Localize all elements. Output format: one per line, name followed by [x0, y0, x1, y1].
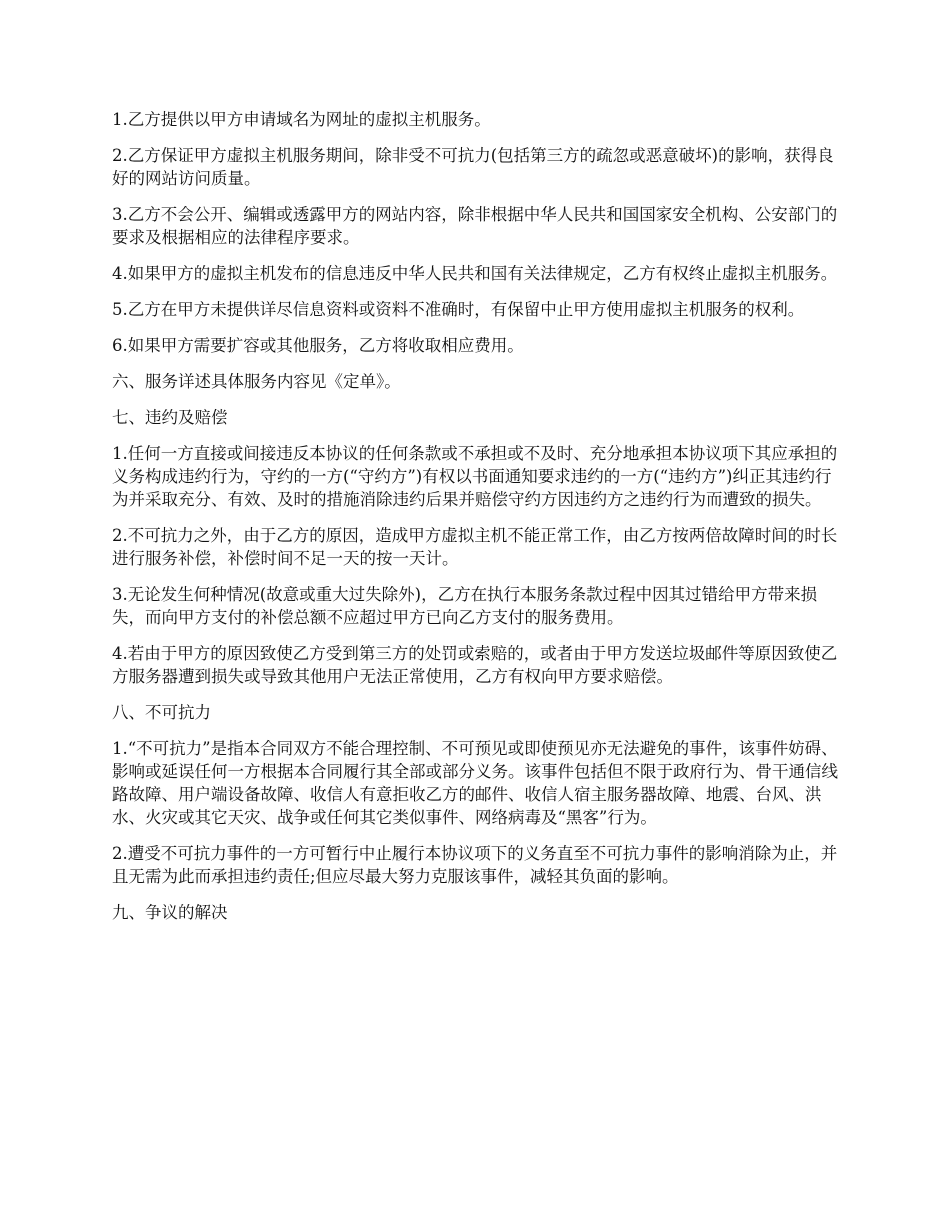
clause-paragraph: 1.乙方提供以甲方申请域名为网址的虚拟主机服务。: [112, 110, 491, 129]
clause-paragraph: 5.乙方在甲方未提供详尽信息资料或资料不准确时，有保留中止甲方使用虚拟主机服务的权利。: [112, 300, 805, 319]
clause-paragraph: 2.遭受不可抗力事件的一方可暂行中止履行本协议项下的义务直至不可抗力事件的影响消除为止，并且无需为此而承担违约责任;但应尽最大努力克服该事件，减轻其负面的影响。: [112, 844, 838, 886]
clause-paragraph: 1.任何一方直接或间接违反本协议的任何条款或不承担或不及时、充分地承担本协议项下其应承担的义务构成违约行为，守约的一方(“守约方”)有权以书面通知要求违约的一方(“违约方”)纠正其违约行为并采取充分、有效、及时的措施消除违约后果并赔偿守约方因违约方之违约行为而遭致的损失。: [112, 444, 838, 509]
clause-paragraph: 3.乙方不会公开、编辑或透露甲方的网站内容，除非根据中华人民共和国国家安全机构、公安部门的要求及根据相应的法律程序要求。: [112, 205, 838, 247]
clause-paragraph: 6.如果甲方需要扩容或其他服务，乙方将收取相应费用。: [112, 336, 524, 355]
clause-paragraph: 2.不可抗力之外，由于乙方的原因，造成甲方虚拟主机不能正常工作，由乙方按两倍故障时间的时长进行服务补偿，补偿时间不足一天的按一天计。: [112, 526, 838, 568]
section-heading: 八、不可抗力: [112, 703, 211, 722]
section-heading: 九、争议的解决: [112, 903, 228, 922]
document-body: [112, 108, 840, 937]
clause-paragraph: 2.乙方保证甲方虚拟主机服务期间，除非受不可抗力(包括第三方的疏忽或恶意破坏)的影响，获得良好的网站访问质量。: [112, 146, 834, 188]
clause-paragraph: 4.若由于甲方的原因致使乙方受到第三方的处罚或索赔的，或者由于甲方发送垃圾邮件等原因致使乙方服务器遭到损失或导致其他用户无法正常使用，乙方有权向甲方要求赔偿。: [112, 644, 838, 686]
section-heading: 七、违约及赔偿: [112, 408, 228, 427]
clause-paragraph: 4.如果甲方的虚拟主机发布的信息违反中华人民共和国有关法律规定，乙方有权终止虚拟主机服务。: [112, 264, 838, 283]
section-heading: 六、服务详述具体服务内容见《定单》。: [112, 372, 401, 391]
clause-paragraph: 3.无论发生何种情况(故意或重大过失除外)，乙方在执行本服务条款过程中因其过错给甲方带来损失，而向甲方支付的补偿总额不应超过甲方已向乙方支付的服务费用。: [112, 585, 818, 627]
clause-paragraph: 1.“不可抗力”是指本合同双方不能合理控制、不可预见或即使预见亦无法避免的事件，该事件妨碍、影响或延误任何一方根据本合同履行其全部或部分义务。该事件包括但不限于政府行为、骨干通信线路故障、用户端设备故障、收信人有意拒收乙方的邮件、收信人宿主服务器故障、地震、台风、洪水、火灾或其它天灾、战争或任何其它类似事件、网络病毒及“黑客”行为。: [112, 739, 838, 827]
